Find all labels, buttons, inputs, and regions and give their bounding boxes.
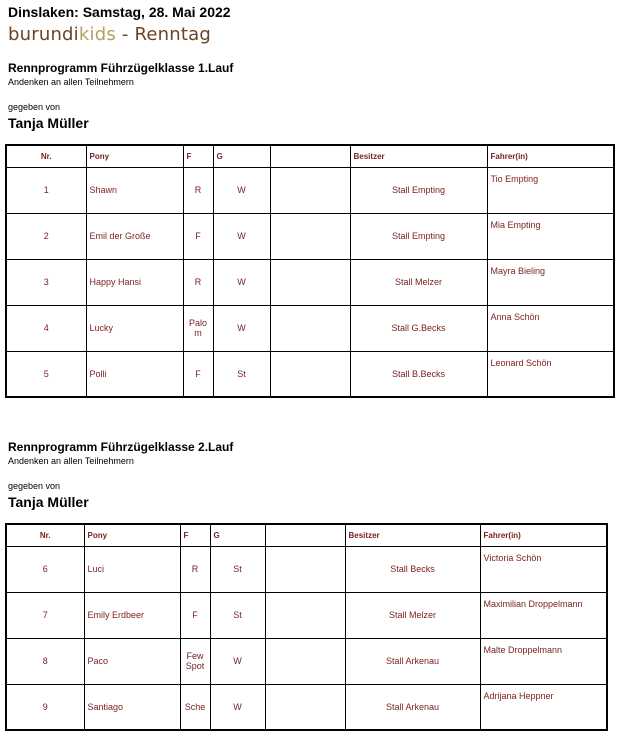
row-pony: Happy Hansi — [86, 259, 183, 305]
row-blank — [270, 351, 350, 397]
row-pony: Paco — [84, 638, 180, 684]
row-pony: Emil der Große — [86, 213, 183, 259]
col-nr-header: Nr. — [6, 145, 86, 167]
row-blank — [270, 167, 350, 213]
row-blank — [265, 592, 345, 638]
col-blank-header — [270, 145, 350, 167]
row-blank — [270, 213, 350, 259]
row-fahrer: Adrijana Heppner — [480, 684, 607, 730]
row-f: Palo m — [183, 305, 213, 351]
race-1-subtitle: Andenken an allen Teilnehmern — [8, 77, 134, 87]
col-f-header: F — [183, 145, 213, 167]
col-blank-header — [265, 524, 345, 546]
row-besitzer: Stall Empting — [350, 167, 487, 213]
table-row — [6, 684, 607, 730]
row-g: W — [210, 638, 265, 684]
row-nr: 5 — [6, 351, 86, 397]
row-fahrer: Maximilian Droppelmann — [480, 592, 607, 638]
row-nr: 2 — [6, 213, 86, 259]
row-besitzer: Stall Melzer — [350, 259, 487, 305]
race-1-given-label: gegeben von — [8, 102, 61, 112]
row-pony: Emily Erdbeer — [84, 592, 180, 638]
row-f: R — [183, 167, 213, 213]
row-nr: 6 — [6, 546, 84, 592]
table-header-row — [6, 524, 607, 546]
row-f: Sche — [180, 684, 210, 730]
row-g: St — [210, 546, 265, 592]
row-besitzer: Stall Arkenau — [345, 684, 480, 730]
col-pony-header: Pony — [86, 145, 183, 167]
race-2-title: Rennprogramm Führzügelklasse 2.Lauf — [8, 440, 234, 454]
table-row — [6, 259, 614, 305]
table-row — [6, 592, 607, 638]
col-g-header: G — [213, 145, 270, 167]
row-g: St — [213, 351, 270, 397]
race-1-title: Rennprogramm Führzügelklasse 1.Lauf — [8, 61, 234, 75]
col-f-header: F — [180, 524, 210, 546]
row-g: St — [210, 592, 265, 638]
row-besitzer: Stall Melzer — [345, 592, 480, 638]
row-fahrer: Mayra Bieling — [487, 259, 614, 305]
race-1-table — [5, 144, 615, 398]
row-f: R — [180, 546, 210, 592]
row-f: Few Spot — [180, 638, 210, 684]
row-besitzer: Stall G.Becks — [350, 305, 487, 351]
col-fahrer-header: Fahrer(in) — [480, 524, 607, 546]
race-1-given-name: Tanja Müller — [8, 115, 89, 131]
page-title: Dinslaken: Samstag, 28. Mai 2022 — [8, 4, 231, 20]
row-pony: Santiago — [84, 684, 180, 730]
row-besitzer: Stall Arkenau — [345, 638, 480, 684]
row-besitzer: Stall Becks — [345, 546, 480, 592]
col-nr-header: Nr. — [6, 524, 84, 546]
table-row — [6, 546, 607, 592]
row-pony: Lucky — [86, 305, 183, 351]
col-g-header: G — [210, 524, 265, 546]
row-blank — [265, 684, 345, 730]
col-besitzer-header: Besitzer — [345, 524, 480, 546]
row-f: F — [180, 592, 210, 638]
row-g: W — [213, 305, 270, 351]
row-blank — [265, 638, 345, 684]
brand-part-2: kids — [78, 24, 116, 45]
table-row — [6, 167, 614, 213]
race-2-given-name: Tanja Müller — [8, 494, 89, 510]
col-fahrer-header: Fahrer(in) — [487, 145, 614, 167]
row-fahrer: Leonard Schön — [487, 351, 614, 397]
table-row — [6, 305, 614, 351]
brand-part-3: - Renntag — [115, 24, 211, 45]
row-blank — [265, 546, 345, 592]
row-pony: Luci — [84, 546, 180, 592]
table-row — [6, 638, 607, 684]
brand-logo — [8, 24, 211, 45]
row-nr: 8 — [6, 638, 84, 684]
row-nr: 9 — [6, 684, 84, 730]
race-2-table — [5, 523, 608, 731]
row-f: F — [183, 213, 213, 259]
col-pony-header: Pony — [84, 524, 180, 546]
row-g: W — [213, 167, 270, 213]
row-nr: 4 — [6, 305, 86, 351]
row-nr: 3 — [6, 259, 86, 305]
row-blank — [270, 305, 350, 351]
table-row — [6, 351, 614, 397]
brand-part-1: burundi — [8, 24, 79, 45]
row-besitzer: Stall Empting — [350, 213, 487, 259]
race-2-subtitle: Andenken an allen Teilnehmern — [8, 456, 134, 466]
table-header-row — [6, 145, 614, 167]
table-row — [6, 213, 614, 259]
row-fahrer: Malte Droppelmann — [480, 638, 607, 684]
row-fahrer: Victoria Schön — [480, 546, 607, 592]
row-pony: Polli — [86, 351, 183, 397]
row-fahrer: Mia Empting — [487, 213, 614, 259]
row-besitzer: Stall B.Becks — [350, 351, 487, 397]
row-blank — [270, 259, 350, 305]
row-f: F — [183, 351, 213, 397]
row-g: W — [210, 684, 265, 730]
race-2-given-label: gegeben von — [8, 481, 61, 491]
row-g: W — [213, 259, 270, 305]
row-fahrer: Tio Empting — [487, 167, 614, 213]
row-fahrer: Anna Schön — [487, 305, 614, 351]
row-pony: Shawn — [86, 167, 183, 213]
col-besitzer-header: Besitzer — [350, 145, 487, 167]
row-nr: 1 — [6, 167, 86, 213]
row-f: R — [183, 259, 213, 305]
row-nr: 7 — [6, 592, 84, 638]
row-g: W — [213, 213, 270, 259]
